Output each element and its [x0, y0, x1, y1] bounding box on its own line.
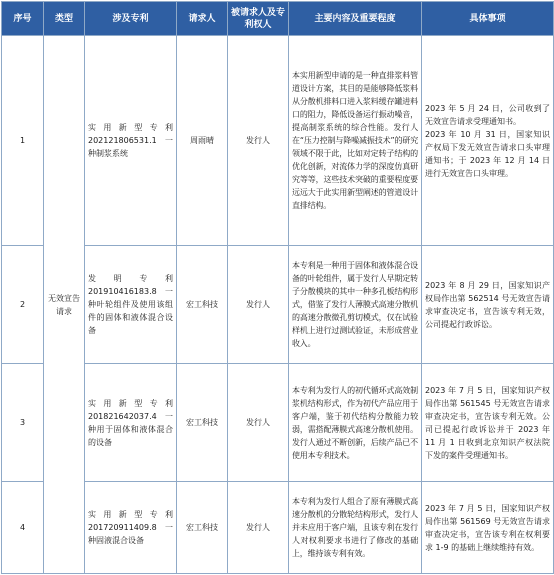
- header-requester: 请求人: [177, 2, 228, 36]
- row-requester: 宏工科技: [177, 482, 228, 574]
- row-patent: 实用新型专利 201720911409.8 一种固液混合设备: [85, 482, 177, 574]
- header-content: 主要内容及重要程度: [289, 2, 422, 36]
- invalidation-table: [1, 1, 554, 574]
- header-no: 序号: [2, 2, 44, 36]
- row-patent: 实用新型专利 202121806531.1 一种制浆系统: [85, 36, 177, 246]
- row-respondent: 发行人: [228, 364, 289, 482]
- row-content: 本专利为发行人的初代循环式高效制浆机结构形式，作为初代产品应用于客户端，鉴于初代结构分散能力较弱，需搭配薄膜式高速分散机使用。发行人通过不断创新，后续产品已不使用本专利技术。: [289, 364, 422, 482]
- table-row: [2, 364, 554, 482]
- row-requester: 宏工科技: [177, 246, 228, 364]
- row-respondent: 发行人: [228, 482, 289, 574]
- row-requester: 宏工科技: [177, 364, 228, 482]
- row-content: 本专利为发行人组合了原有薄膜式高速分散机的分散轮结构形式，发行人并未应用于客户端，且该专利在发行人对权利要求书进行了修改的基础上，维持该专利有效。: [289, 482, 422, 574]
- row-no: 2: [2, 246, 44, 364]
- table-row: [2, 482, 554, 574]
- header-type: 类型: [44, 2, 85, 36]
- row-respondent: 发行人: [228, 36, 289, 246]
- row-respondent: 发行人: [228, 246, 289, 364]
- type-cell: 无效宣告请求: [44, 36, 85, 574]
- row-no: 3: [2, 364, 44, 482]
- row-content: 本实用新型申请的是一种直排浆料管道设计方案，其目的是能够降低浆料从分散机排料口进入浆料缓存罐进料口的阻力，降低设备运行振动噪音，提高制浆系统的综合性能。发行人在“压力控制与降噪减振技术”的研究领域不限于此，比如对定转子结构的优化创新，对流体力学的深度仿真研究等等，这些技术突破的重要程度要远远大于此实用新型阐述的管道设计直排结构。: [289, 36, 422, 246]
- table-row: [2, 246, 554, 364]
- row-content: 本专利是一种用于固体和液体混合设备的叶轮组件，属于发行人早期定转子分散模块的其中一种多孔板结构形式，借鉴了发行人薄膜式高速分散机的高速分散微孔剪切模式，仅在试验样机上进行过测试验证，未形成营业收入。: [289, 246, 422, 364]
- row-patent: 发明专利 201910416183.8 一种叶轮组件及使用该组件的固体和液体混合设备: [85, 246, 177, 364]
- row-details: 2023 年 8 月 29 日，国家知识产权局作出第 562514 号无效宣告请求审查决定书，宣告该专利无效，公司提起行政诉讼。: [422, 246, 554, 364]
- row-patent: 实用新型专利 201821642037.4 一种用于固体和液体混合的设备: [85, 364, 177, 482]
- table-header-row: [2, 2, 554, 36]
- row-no: 4: [2, 482, 44, 574]
- header-patent: 涉及专利: [85, 2, 177, 36]
- table-row: [2, 36, 554, 246]
- row-details: 2023 年 5 月 24 日，公司收到了无效宣告请求受理通知书。 2023 年 10 月 31 日，国家知识产权局下发无效宣告请求口头审理通知书；于 2023 年 12 月 14 日进行无效宣告口头审理。: [422, 36, 554, 246]
- row-details: 2023 年 7 月 5 日，国家知识产权局作出第 561545 号无效宣告请求审查决定书，宣告该专利无效。公司已提起行政诉讼并于 2023 年 11 月 1 日收到北京知识产权法院下发的案件受理通知书。: [422, 364, 554, 482]
- row-details: 2023 年 7 月 5 日，国家知识产权局作出第 561569 号无效宣告请求审查决定书，宣告该专利在权利要求 1-9 的基础上继续维持有效。: [422, 482, 554, 574]
- header-respondent: 被请求人及专利权人: [228, 2, 289, 36]
- header-details: 具体事项: [422, 2, 554, 36]
- row-requester: 周雨晴: [177, 36, 228, 246]
- row-no: 1: [2, 36, 44, 246]
